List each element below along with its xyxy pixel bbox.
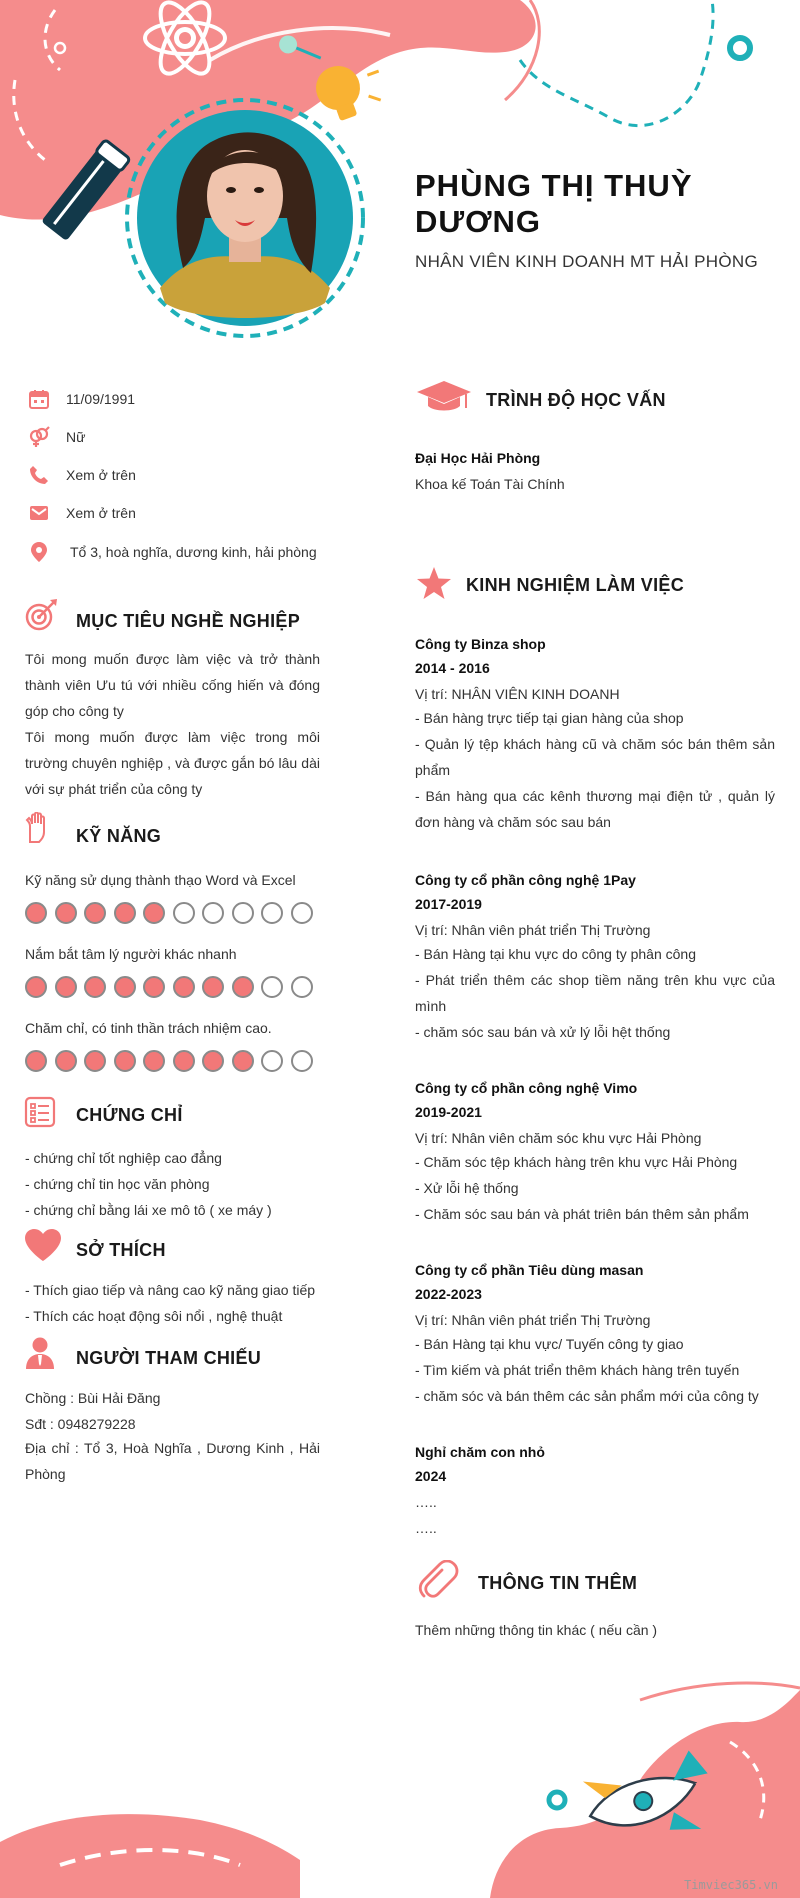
rating-dot-filled xyxy=(25,1050,47,1072)
hobby-item: - Thích các hoạt động sôi nổi , nghệ thuật xyxy=(25,1308,283,1324)
skill-2-rating xyxy=(25,976,320,998)
job-duty: ….. xyxy=(415,1520,437,1536)
star-icon xyxy=(416,566,452,605)
rating-dot-empty xyxy=(291,902,313,924)
objective-title: MỤC TIÊU NGHỀ NGHIỆP xyxy=(76,611,301,631)
job-duty: - Xử lỗi hệ thống xyxy=(415,1180,519,1196)
watermark-brand: Timviec365.vn xyxy=(684,1878,778,1892)
rating-dot-empty xyxy=(291,1050,313,1072)
gender-icon xyxy=(28,426,50,448)
birthday-value: 11/09/1991 xyxy=(66,391,136,407)
education-school: Đại Học Hải Phòng xyxy=(415,450,541,466)
footer-decoration xyxy=(0,1660,800,1898)
additional-title: THÔNG TIN THÊM xyxy=(478,1573,638,1593)
rating-dot-empty xyxy=(232,902,254,924)
certificates-title: CHỨNG CHỈ xyxy=(76,1105,183,1125)
gender-value: Nữ xyxy=(66,429,86,445)
job-period: 2019-2021 xyxy=(415,1104,482,1120)
rating-dot-filled xyxy=(114,902,136,924)
education-major: Khoa kế Toán Tài Chính xyxy=(415,476,565,492)
rating-dot-empty xyxy=(202,902,224,924)
job-company: Công ty cổ phần công nghệ 1Pay xyxy=(415,872,636,888)
heart-icon xyxy=(24,1228,62,1267)
job-position: Vị trí: NHÂN VIÊN KINH DOANH xyxy=(415,686,620,702)
phone-value: Xem ở trên xyxy=(66,467,136,483)
job-duty: - Bán Hàng tại khu vực do công ty phân công xyxy=(415,946,696,962)
rating-dot-filled xyxy=(84,976,106,998)
job-company: Công ty cổ phần Tiêu dùng masan xyxy=(415,1262,644,1278)
job-duty: - chăm sóc sau bán và xử lý lỗi hệt thống xyxy=(415,1024,671,1040)
gender-row xyxy=(28,426,85,448)
mail-icon xyxy=(28,502,50,524)
job-duty: - Phát triển thêm các shop tiềm năng trên khu vực của mình xyxy=(415,972,775,1014)
graduation-cap-icon xyxy=(416,380,472,419)
rating-dot-filled xyxy=(202,1050,224,1072)
rating-dot-filled xyxy=(25,902,47,924)
job-position: Vị trí: Nhân viên chăm sóc khu vực Hải Phòng xyxy=(415,1130,702,1146)
reference-line: Sđt : 0948279228 xyxy=(25,1416,136,1432)
education-title: TRÌNH ĐỘ HỌC VẤN xyxy=(486,390,666,410)
checklist-icon xyxy=(24,1096,56,1133)
job-duty: - Bán hàng qua các kênh thương mại điện tử , quản lý đơn hàng và chăm sóc sau bán xyxy=(415,788,775,830)
rating-dot-empty xyxy=(261,902,283,924)
reference-line: Chồng : Bùi Hải Đăng xyxy=(25,1390,161,1406)
hobby-item: - Thích giao tiếp và nâng cao kỹ năng giao tiếp xyxy=(25,1282,316,1298)
job-period: 2024 xyxy=(415,1468,447,1484)
skill-3-rating xyxy=(25,1050,320,1072)
job-duty: - Bán hàng trực tiếp tại gian hàng của shop xyxy=(415,710,684,726)
rating-dot-filled xyxy=(25,976,47,998)
job-title: NHÂN VIÊN KINH DOANH MT HẢI PHÒNG xyxy=(415,252,759,271)
job-period: 2014 - 2016 xyxy=(415,660,490,676)
rating-dot-empty xyxy=(261,1050,283,1072)
job-duty: - Bán Hàng tại khu vực/ Tuyến công ty giao xyxy=(415,1336,684,1352)
job-position: Vị trí: Nhân viên phát triển Thị Trường xyxy=(415,922,651,938)
rating-dot-filled xyxy=(173,1050,195,1072)
job-company: Công ty Binza shop xyxy=(415,636,546,652)
objective-paragraph-2: Tôi mong muốn được làm việc trong môi trường chuyên nghiệp , và được gắn bó lâu dài với sự phát triển của công ty xyxy=(25,729,320,797)
email-row xyxy=(28,502,136,524)
objective-paragraph-1: Tôi mong muốn được làm việc và trở thành thành viên Ưu tú với nhiều cống hiến và đóng góp cho công ty xyxy=(25,651,320,719)
job-position: Vị trí: Nhân viên phát triển Thị Trường xyxy=(415,1312,651,1328)
job-company: Công ty cổ phần công nghệ Vimo xyxy=(415,1080,638,1096)
rating-dot-filled xyxy=(143,976,165,998)
experience-title: KINH NGHIỆM LÀM VIỆC xyxy=(466,575,685,595)
certificate-item: - chứng chỉ bằng lái xe mô tô ( xe máy ) xyxy=(25,1202,272,1218)
rating-dot-filled xyxy=(114,976,136,998)
rating-dot-filled xyxy=(143,902,165,924)
job-company: Nghỉ chăm con nhỏ xyxy=(415,1444,545,1460)
rating-dot-empty xyxy=(261,976,283,998)
calendar-icon xyxy=(28,388,50,410)
skill-1-rating xyxy=(25,902,320,924)
job-duty: - chăm sóc và bán thêm các sản phẩm mới của công ty xyxy=(415,1388,759,1404)
phone-icon xyxy=(28,464,50,486)
location-icon xyxy=(28,541,50,563)
email-value: Xem ở trên xyxy=(66,505,136,521)
rating-dot-filled xyxy=(232,976,254,998)
rating-dot-empty xyxy=(173,902,195,924)
hobbies-title: SỞ THÍCH xyxy=(76,1240,166,1260)
rating-dot-filled xyxy=(84,1050,106,1072)
job-period: 2017-2019 xyxy=(415,896,482,912)
skill-2-label: Nắm bắt tâm lý người khác nhanh xyxy=(25,946,237,962)
certificate-item: - chứng chỉ tốt nghiệp cao đẳng xyxy=(25,1150,222,1166)
rating-dot-filled xyxy=(202,976,224,998)
phone-row xyxy=(28,464,136,486)
candidate-name: PHÙNG THỊ THUỲ DƯƠNG xyxy=(415,168,693,239)
paperclip-icon xyxy=(416,1560,460,1605)
target-icon xyxy=(24,598,58,637)
rating-dot-filled xyxy=(232,1050,254,1072)
job-duty: - Tìm kiếm và phát triển thêm khách hàng trên tuyến xyxy=(415,1362,740,1378)
hand-icon xyxy=(25,812,49,849)
rating-dot-filled xyxy=(84,902,106,924)
references-title: NGƯỜI THAM CHIẾU xyxy=(76,1348,262,1368)
job-duty: - Quản lý tệp khách hàng cũ và chăm sóc bán thêm sản phẩm xyxy=(415,736,775,778)
person-icon xyxy=(25,1336,55,1375)
rating-dot-filled xyxy=(114,1050,136,1072)
rating-dot-filled xyxy=(55,1050,77,1072)
address-row xyxy=(28,541,317,563)
skill-1-label: Kỹ năng sử dụng thành thạo Word và Excel xyxy=(25,872,296,888)
skill-3-label: Chăm chỉ, có tinh thần trách nhiệm cao. xyxy=(25,1020,272,1036)
job-duty: - Chăm sóc sau bán và phát triên bán thêm sản phẩm xyxy=(415,1206,749,1222)
birthday-row xyxy=(28,388,135,410)
rating-dot-filled xyxy=(143,1050,165,1072)
rating-dot-empty xyxy=(291,976,313,998)
job-period: 2022-2023 xyxy=(415,1286,482,1302)
reference-line: Địa chỉ : Tổ 3, Hoà Nghĩa , Dương Kinh , Hải Phòng xyxy=(25,1440,320,1482)
address-value: Tổ 3, hoà nghĩa, dương kinh, hải phòng xyxy=(70,544,317,560)
additional-text: Thêm những thông tin khác ( nếu cần ) xyxy=(415,1622,658,1638)
rating-dot-filled xyxy=(173,976,195,998)
job-duty: ….. xyxy=(415,1494,437,1510)
certificate-item: - chứng chỉ tin học văn phòng xyxy=(25,1176,210,1192)
avatar xyxy=(127,100,363,336)
job-duty: - Chăm sóc tệp khách hàng trên khu vực Hải Phòng xyxy=(415,1154,738,1170)
rating-dot-filled xyxy=(55,976,77,998)
rating-dot-filled xyxy=(55,902,77,924)
skills-title: KỸ NĂNG xyxy=(76,826,162,846)
